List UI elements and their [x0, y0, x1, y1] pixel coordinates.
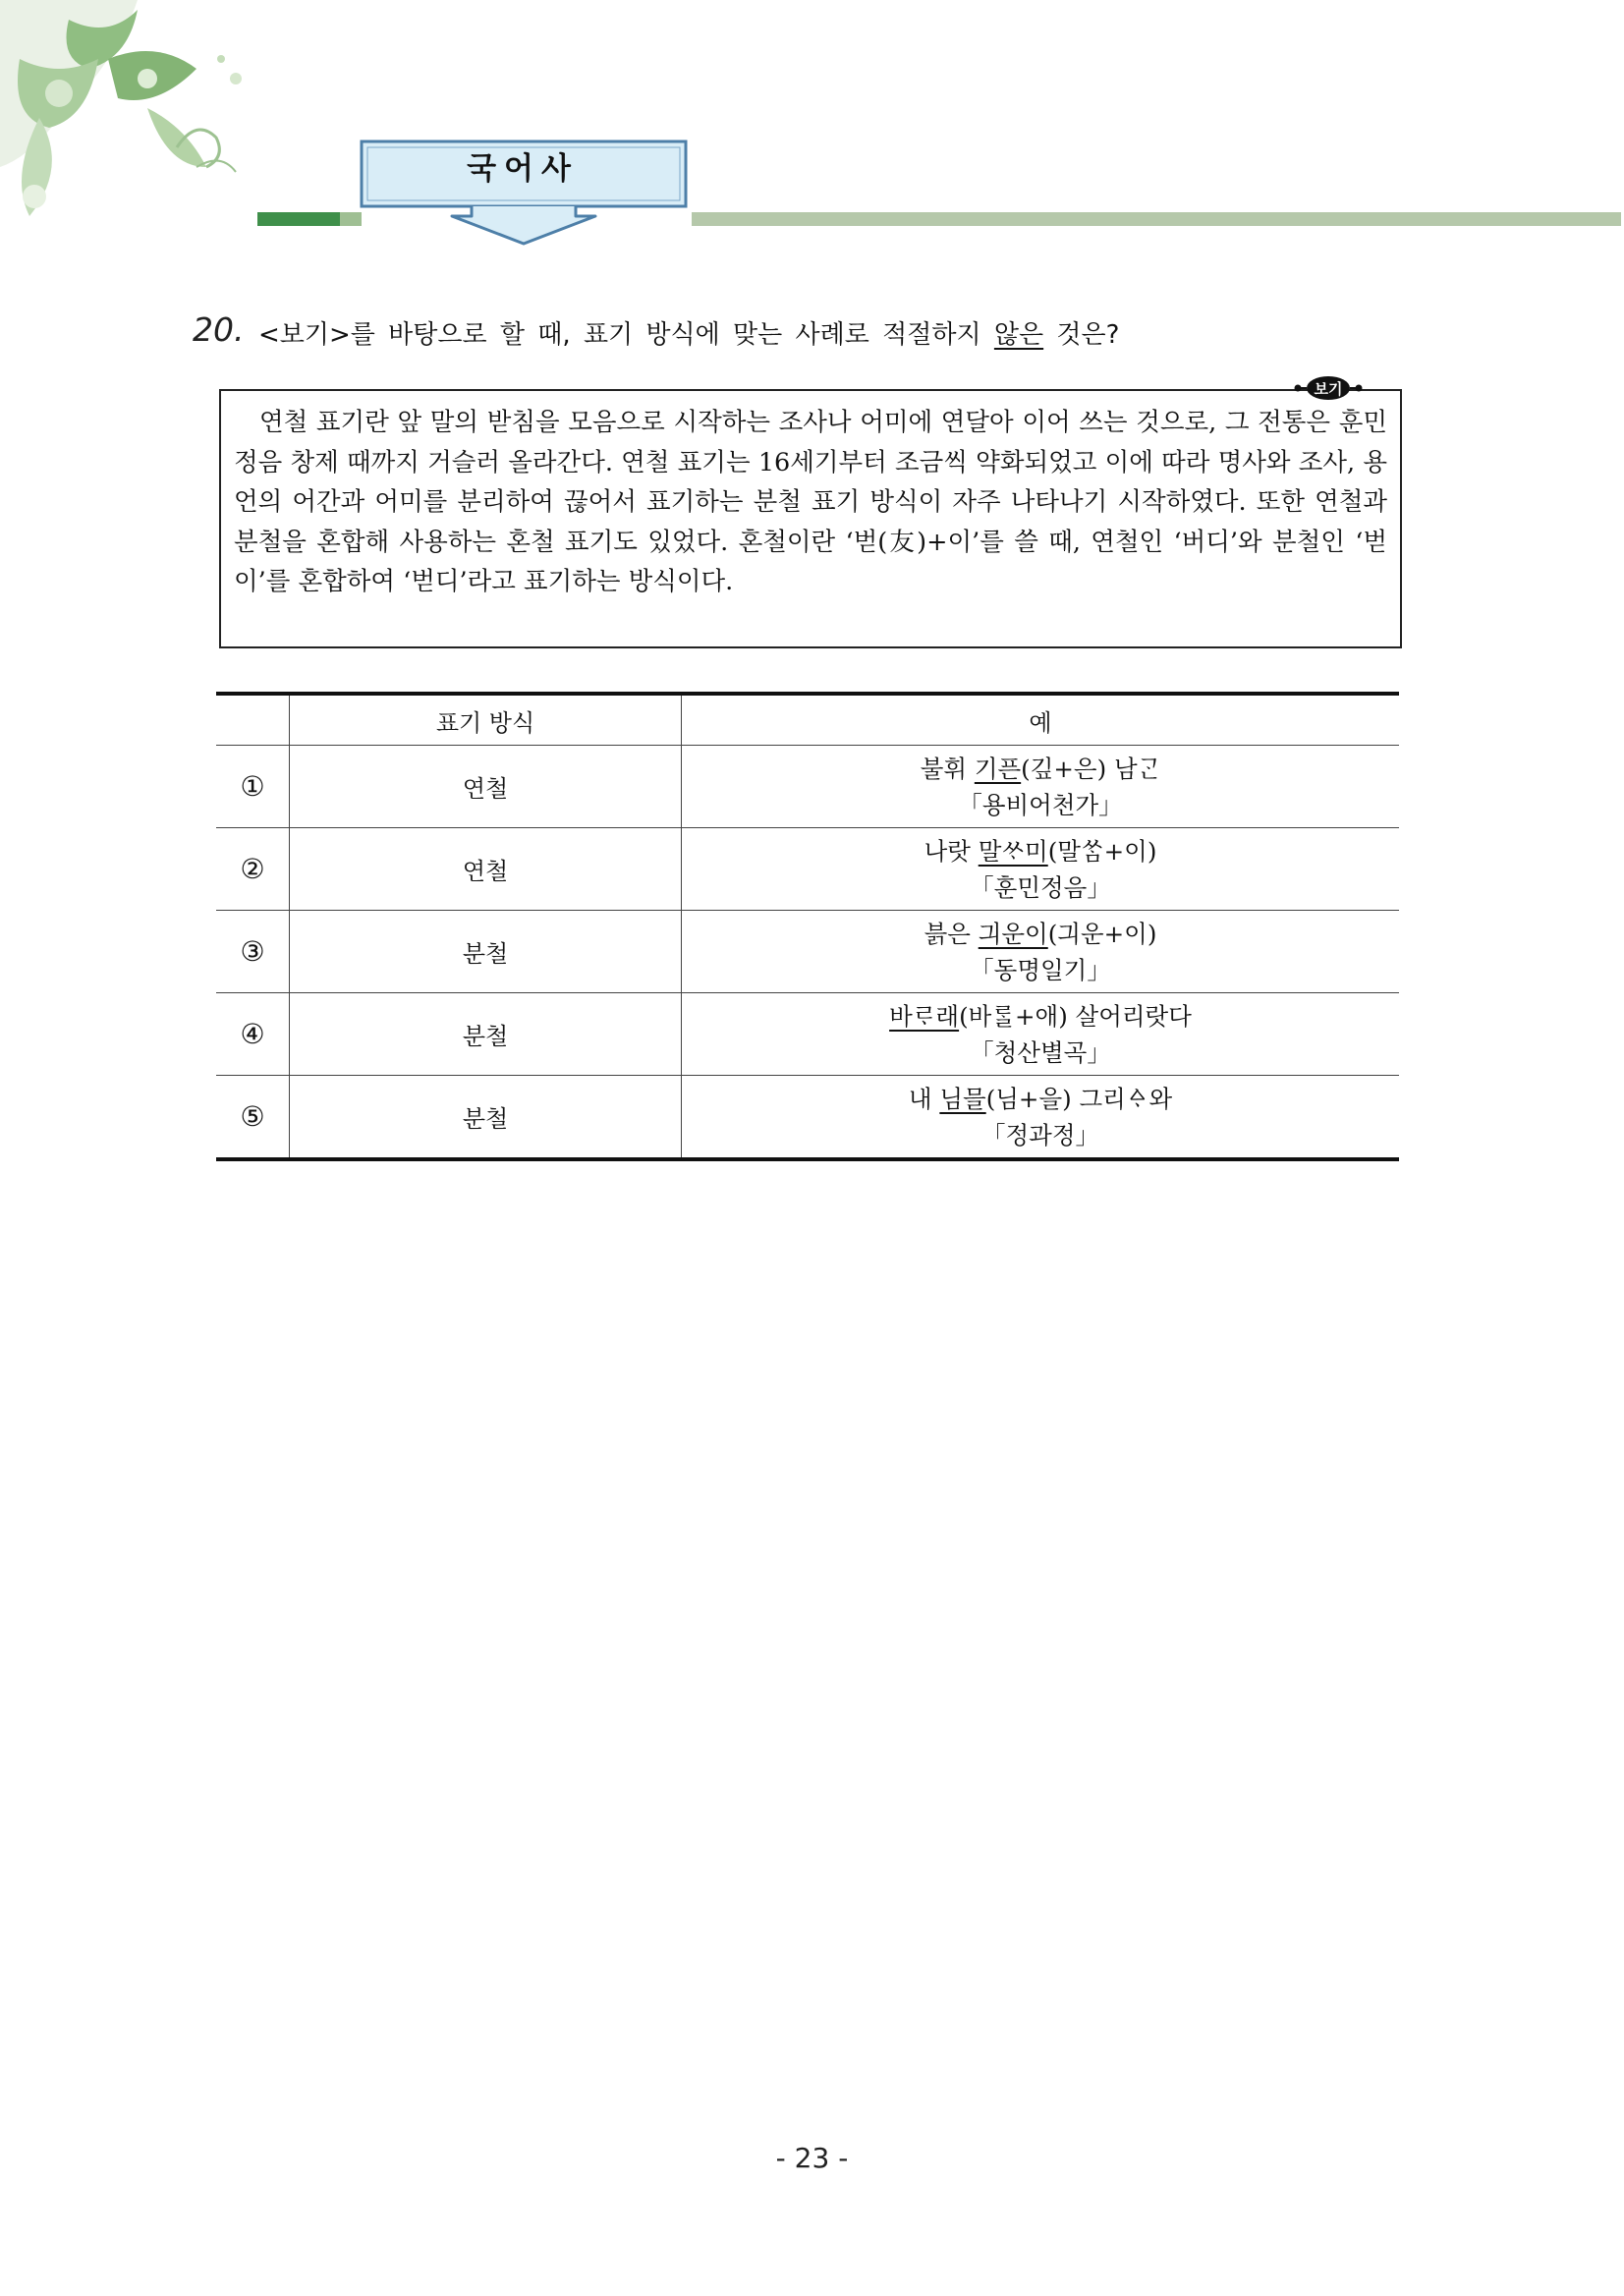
question-text-underlined: 않은 — [993, 320, 1044, 350]
question-text — [258, 314, 1119, 351]
example-underlined: 바ᄅᆞ래 — [889, 1001, 960, 1031]
bogi-paragraph: 연철 표기란 앞 말의 받침을 모음으로 시작하는 조사나 어미에 연달아 이어 쓰는 것으로, 그 전통은 훈민정음 창제 때까지 거슬러 올라간다. 연철 표기는 16세기부터 조금씩 약화되었고 이에 따라 명사와 조사, 용언의 어간과 어미를 분리하여 끊어서 표기하는 분철 표기 방식이 자주 나타나기 시작하였다. 또한 연철과 분철을 혼합해 사용하는 혼철 표기도 있었다. 혼철이란 ‘벋(友)+이’를 쓸 때, 연철인 ‘버디’와 분철인 ‘벋이’를 혼합하여 ‘벋디’라고 표기하는 방식이다. — [234, 408, 1387, 596]
example-pre: 나랏 — [924, 836, 979, 866]
choice-number: ① — [216, 746, 290, 828]
choice-number: ② — [216, 828, 290, 911]
example-post: (님+을) 그리ᅀᆞ와 — [985, 1084, 1173, 1113]
example-source: 「훈민정음」 — [970, 872, 1111, 902]
choice-example — [682, 911, 1400, 993]
example-pre: 불휘 — [920, 754, 975, 783]
choice-table — [216, 692, 1399, 1161]
example-post: (바ᄅᆞᆯ+애) 살어리랏다 — [959, 1001, 1192, 1031]
header-example: 예 — [682, 694, 1400, 746]
table-header-row — [216, 694, 1399, 746]
choice-method: 연철 — [290, 746, 682, 828]
page-number: - 23 - — [775, 2142, 849, 2174]
example-post: (말ᄊᆞᆷ+이) — [1047, 836, 1157, 866]
question-number: 20. — [193, 310, 245, 349]
example-underlined: 긔운이 — [978, 919, 1048, 948]
table-row — [216, 828, 1399, 911]
example-source: 「용비어천가」 — [958, 790, 1123, 819]
choice-number: ③ — [216, 911, 290, 993]
choice-method: 분철 — [290, 993, 682, 1076]
header-bar-dark — [257, 212, 340, 226]
subject-title: 국어사 — [467, 151, 579, 187]
choice-example — [682, 993, 1400, 1076]
question-text-before: <보기>를 바탕으로 할 때, 표기 방식에 맞는 사례로 적절하지 — [258, 320, 994, 350]
flower-decoration-icon — [0, 0, 265, 236]
example-underlined: 말ᄊᆞ미 — [978, 836, 1048, 866]
bogi-badge-label: 보기 — [1314, 380, 1343, 398]
example-pre: 븕은 — [924, 919, 979, 948]
choice-example — [682, 746, 1400, 828]
choice-example — [682, 1076, 1400, 1160]
header-method: 표기 방식 — [290, 694, 682, 746]
header-bar-right — [692, 212, 1621, 226]
example-post: (긔운+이) — [1047, 919, 1157, 948]
choice-example — [682, 828, 1400, 911]
choice-method: 분철 — [290, 1076, 682, 1160]
table-row — [216, 746, 1399, 828]
example-underlined: 기픈 — [974, 754, 1022, 783]
example-pre: 내 — [908, 1084, 940, 1113]
table-row — [216, 911, 1399, 993]
choice-number: ⑤ — [216, 1076, 290, 1160]
example-source: 「동명일기」 — [970, 955, 1111, 984]
table-row — [216, 993, 1399, 1076]
header-number — [216, 694, 290, 746]
example-underlined: 님믈 — [939, 1084, 986, 1113]
choice-method: 연철 — [290, 828, 682, 911]
bogi-badge-icon — [1293, 373, 1364, 403]
table-row — [216, 1076, 1399, 1160]
choice-method: 분철 — [290, 911, 682, 993]
choice-number: ④ — [216, 993, 290, 1076]
example-source: 「정과정」 — [980, 1120, 1099, 1149]
example-post: (깊+은) 남ᄀᆞᆫ — [1021, 754, 1161, 783]
example-source: 「청산별곡」 — [970, 1037, 1111, 1067]
question-text-after: 것은? — [1043, 320, 1120, 350]
